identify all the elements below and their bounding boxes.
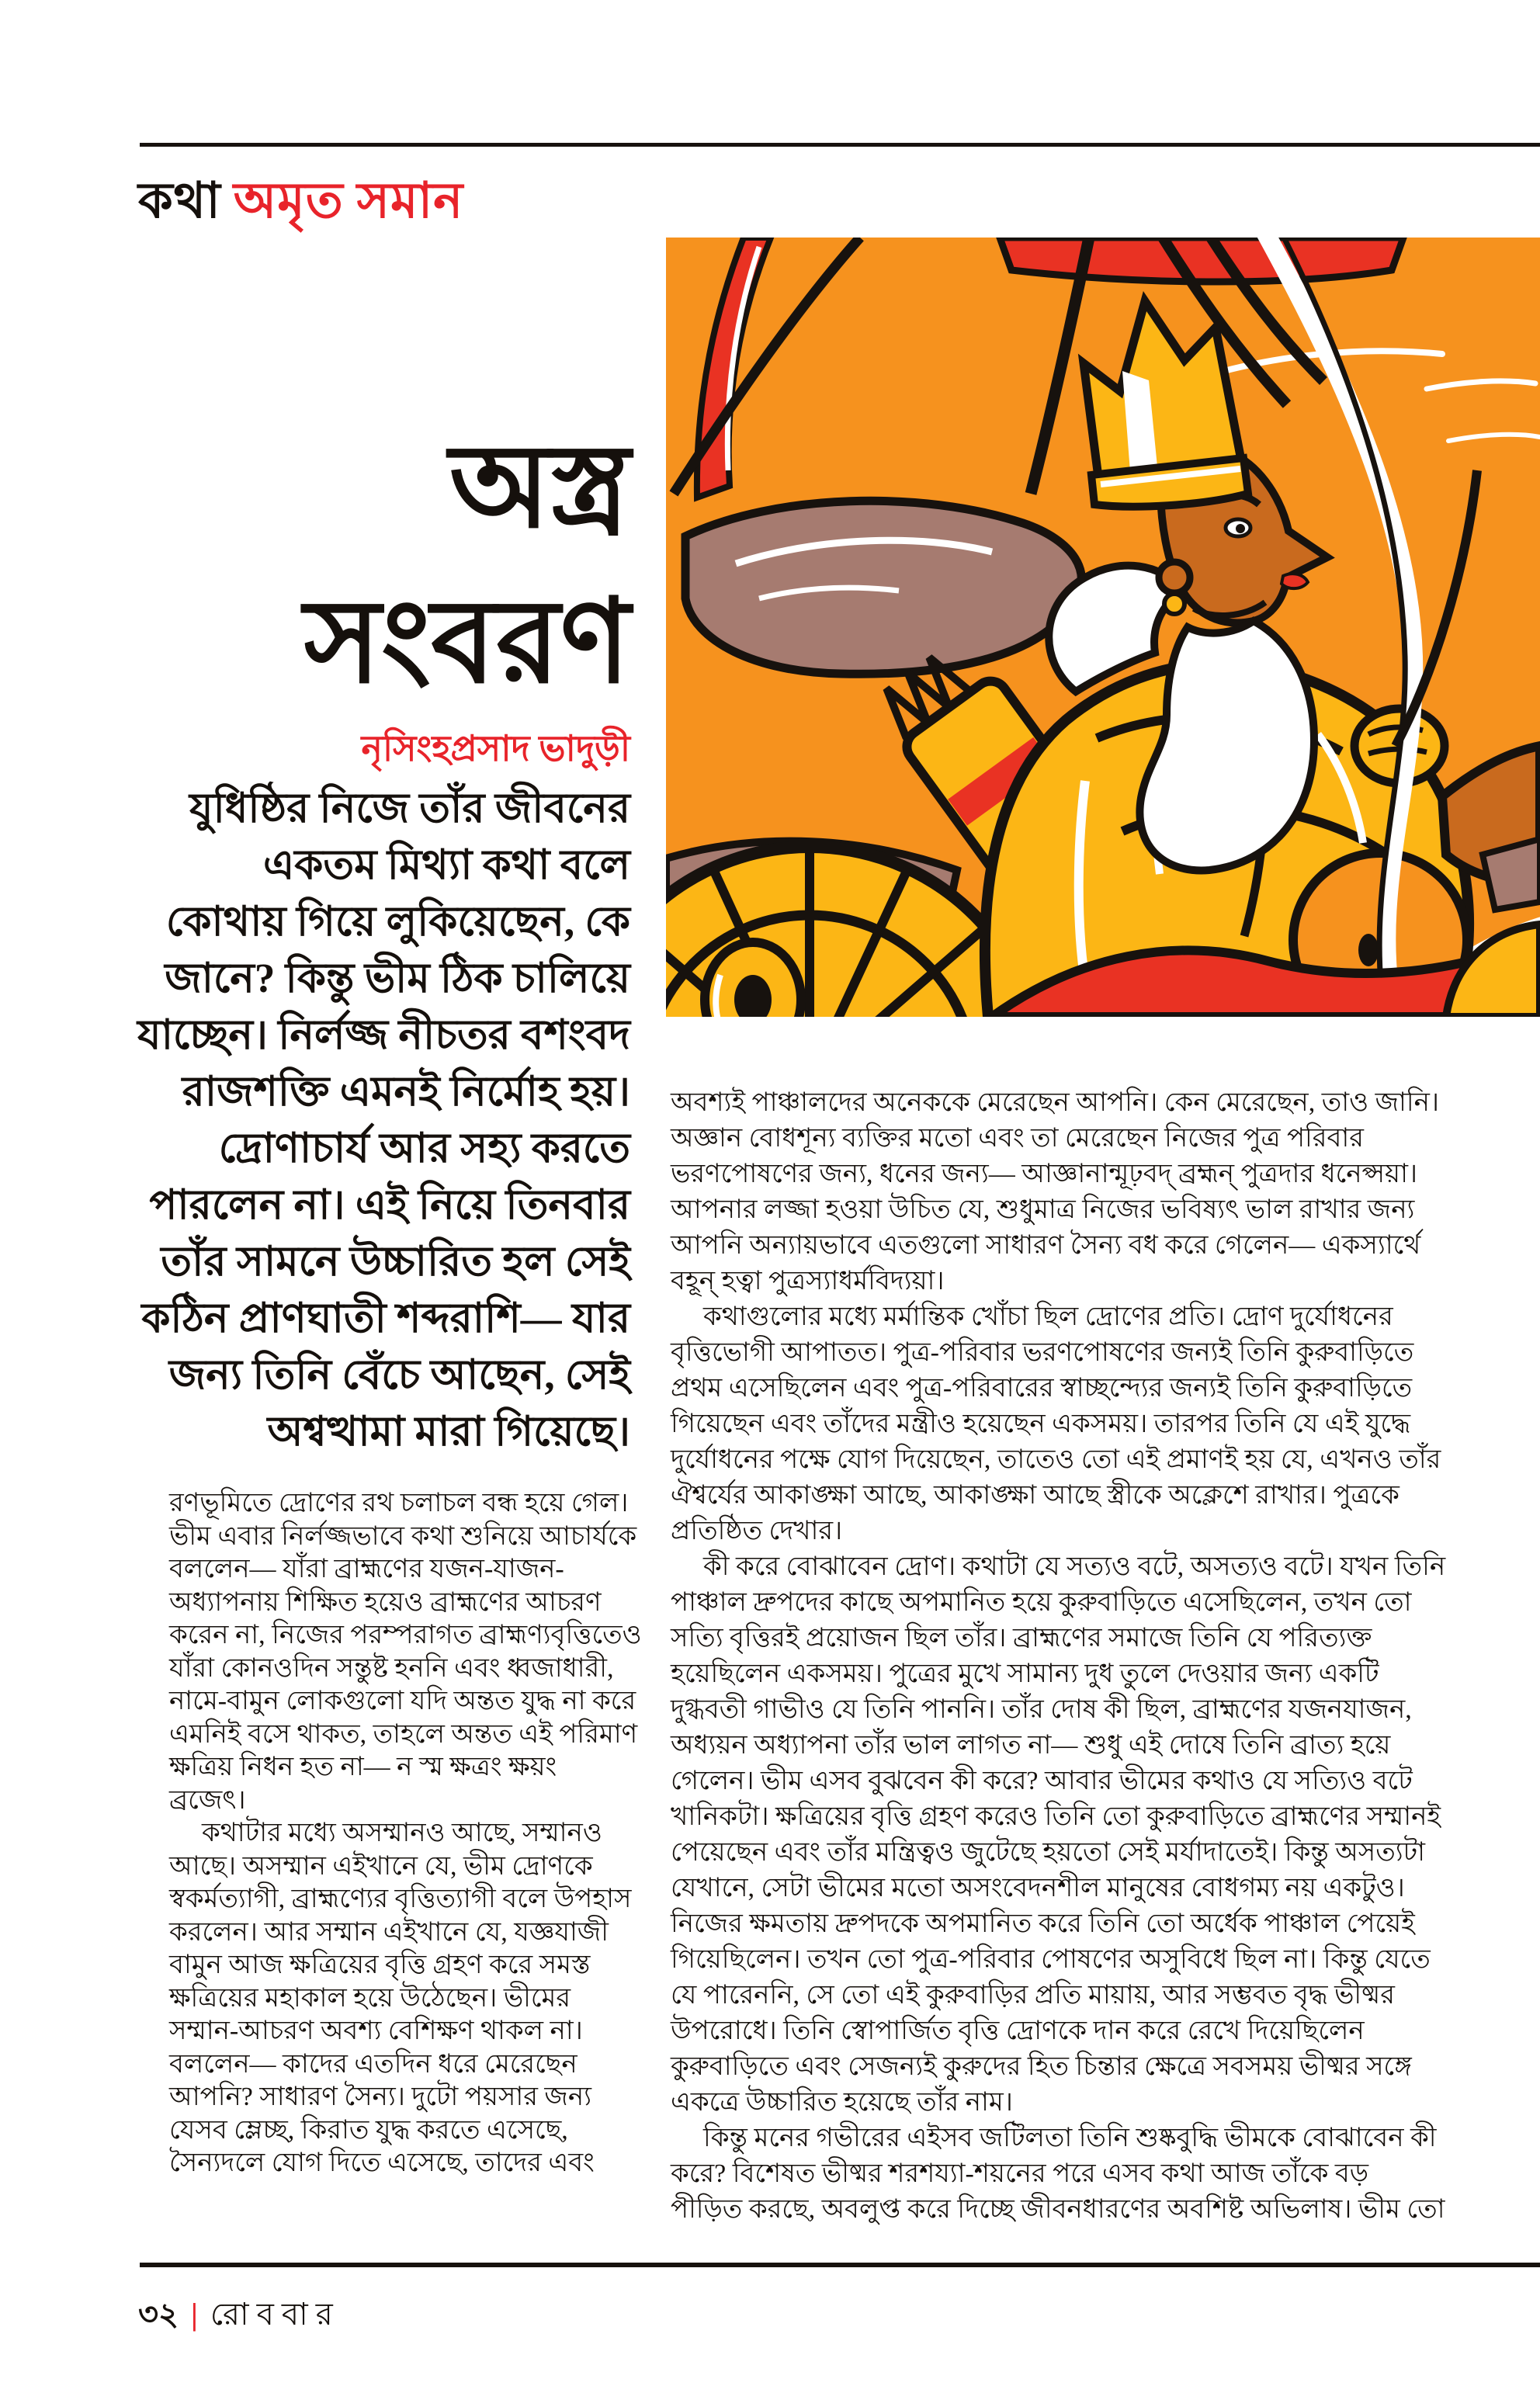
body-line: পেয়েছেন এবং তাঁর মন্ত্রিত্বও জুটেছে হয়তো সেই মর্যাদাতেই। কিন্তু অসত্যটা <box>671 1838 1425 1867</box>
lede-line: যাচ্ছেন। নির্লজ্জ নীচতর বশংবদ <box>137 1013 630 1058</box>
body-line: বৃত্তিভোগী আপাতত। পুত্র-পরিবার ভরণপোষণের জন্যই তিনি কুরুবাড়িতে <box>671 1338 1414 1367</box>
section-header <box>138 163 463 246</box>
body-line: সত্যি বৃত্তিরই প্রয়োজন ছিল তাঁর। ব্রাহ্মণের সমাজে তিনি যে পরিত্যক্ত <box>671 1624 1372 1653</box>
lede-line: পারলেন না। এই নিয়ে তিনবার <box>149 1183 630 1228</box>
body-line: প্রথম এসেছিলেন এবং পুত্র-পরিবারের স্বাচ্ছন্দ্যের জন্যই তিনি কুরুবাড়িতে <box>671 1374 1413 1403</box>
body-line: দুর্যোধনের পক্ষে যোগ দিয়েছেন, তাতেও তো এই প্রমাণই হয় যে, এখনও তাঁর <box>671 1445 1441 1474</box>
drona-chariot-illustration <box>666 238 1540 1017</box>
article-title-line-1: অস্ত্র <box>449 423 630 552</box>
lips <box>1282 574 1308 588</box>
body-line: কী করে বোঝাবেন দ্রোণ। কথাটা যে সত্যও বটে, অসত্যও বটে। যখন তিনি <box>703 1552 1446 1581</box>
footer-separator: | <box>191 2297 198 2332</box>
body-line: কথাগুলোর মধ্যে মর্মান্তিক খোঁচা ছিল দ্রোণের প্রতি। দ্রোণ দুর্যোধনের <box>703 1302 1393 1331</box>
body-line: দুগ্ধবতী গাভীও যে তিনি পাননি। তাঁর দোষ কী ছিল, ব্রাহ্মণের যজনযাজন, <box>671 1695 1412 1724</box>
body-line: খানিকটা। ক্ষত্রিয়ের বৃত্তি গ্রহণ করেও তিনি তো কুরুবাড়িতে ব্রাহ্মণের সম্মানই <box>671 1802 1441 1831</box>
ear <box>1159 562 1190 593</box>
lede-line: অশ্বত্থামা মারা গিয়েছে। <box>267 1410 630 1455</box>
magazine-name: রোববার <box>210 2297 341 2332</box>
body-line: নিজের ক্ষমতায় দ্রুপদকে অপমানিত করে তিনি তো অর্ধেক পাঞ্চাল পেয়েই <box>671 1909 1415 1938</box>
mauve-strip <box>1483 839 1540 910</box>
body-line: পীড়িত করছে, অবলুপ্ত করে দিচ্ছে জীবনধারণের অবশিষ্ট অভিলাষ। ভীম তো <box>671 2195 1445 2224</box>
body-line: ব্রজেৎ। <box>169 1785 246 1815</box>
lede-line: দ্রোণাচার্য আর সহ্য করতে <box>218 1126 630 1171</box>
body-line: আছে। অসম্মান এইখানে যে, ভীম দ্রোণকে <box>169 1851 593 1881</box>
body-line: করেন না, নিজের পরম্পরাগত ব্রাহ্মণ্যবৃত্তিতেও <box>169 1621 642 1649</box>
lede-line: জন্য তিনি বেঁচে আছেন, সেই <box>168 1353 630 1398</box>
body-line: কুরুবাড়িতে এবং সেজন্যই কুরুদের হিত চিন্তার ক্ষেত্রে সবসময় ভীষ্মর সঙ্গে <box>671 2052 1412 2081</box>
body-line: গিয়েছেন এবং তাঁদের মন্ত্রীও হয়েছেন একসময়। তারপর তিনি যে এই যুদ্ধে <box>671 1410 1411 1438</box>
body-line: গিয়েছিলেন। তখন তো পুত্র-পরিবার পোষণের অসুবিধে ছিল না। কিন্তু যেতে <box>671 1945 1431 1974</box>
body-line: ভীম এবার নির্লজ্জভাবে কথা শুনিয়ে আচার্যকে <box>169 1521 637 1551</box>
header-rule <box>140 143 1540 147</box>
title-block <box>85 410 630 778</box>
body-column-right <box>671 1085 1459 2228</box>
body-line: ক্ষত্রিয়ের মহাকাল হয়ে উঠেছেন। ভীমের <box>169 1983 571 2013</box>
body-line: এমনিই বসে থাকত, তাহলে অন্তত এই পরিমাণ <box>169 1719 638 1749</box>
footer-rule <box>140 2263 1540 2267</box>
lede-line: একতম মিথ্যা কথা বলে <box>262 843 630 888</box>
body-line: করলেন। আর সম্মান এইখানে যে, যজ্ঞযাজী <box>169 1917 609 1947</box>
body-line: কিন্তু মনের গভীরের এইসব জটিলতা তিনি শুষ্কবুদ্ধি ভীমকে বোঝাবেন কী <box>703 2124 1437 2152</box>
body-line: উপরোধে। তিনি স্বোপার্জিত বৃত্তি দ্রোণকে দান করে রেখে দিয়েছিলেন <box>671 2017 1365 2045</box>
body-line: অবশ্যই পাঞ্চালদের অনেককে মেরেছেন আপনি। কেন মেরেছেন, তাও জানি। <box>671 1088 1440 1117</box>
lede-line: তাঁর সামনে উচ্চারিত হল সেই <box>161 1240 630 1285</box>
body-line: ভরণপোষণের জন্য, ধনের জন্য— আজ্ঞানান্মূঢ়বদ্ ব্রহ্মন্ পুত্রদার ধনেপ্সয়া। <box>671 1160 1418 1188</box>
body-line: ক্ষত্রিয় নিধন হত না— ন স্ম ক্ষত্রং ক্ষয়ং <box>169 1753 557 1781</box>
body-line: অজ্ঞান বোধশূন্য ব্যক্তির মতো এবং তা মেরেছেন নিজের পুত্র পরিবার <box>671 1124 1364 1153</box>
body-line: হয়েছিলেন একসময়। পুত্রের মুখে সামান্য দুধ তুলে দেওয়ার জন্য একটি <box>671 1659 1379 1688</box>
lede-line: যুধিষ্ঠির নিজে তাঁর জীবনের <box>189 786 630 831</box>
body-line: স্বকর্মত্যাগী, ব্রাহ্মণ্যের বৃত্তিত্যাগী বলে উপহাস <box>169 1885 632 1913</box>
lede-line: কোথায় গিয়ে লুকিয়েছেন, কে <box>165 900 630 945</box>
flag-banner <box>1000 238 1403 282</box>
section-header-red: অমৃত সমান <box>233 173 464 228</box>
body-line: বহূন্ হত্বা পুত্রস্যাধর্মবিদ্যয়া। <box>671 1267 945 1295</box>
body-line: করে? বিশেষত ভীষ্মর শরশয্যা-শয়নের পরে এসব কথা আজ তাঁকে বড় <box>671 2159 1369 2188</box>
body-line: গেলেন। ভীম এসব বুঝবেন কী করে? আবার ভীমের কথাও যে সত্যিও বটে <box>671 1767 1413 1795</box>
body-line: অধ্যয়ন অধ্যাপনা তাঁর ভাল লাগত না— শুধু এই দোষে তিনি ব্রাত্য হয়ে <box>671 1731 1391 1760</box>
lede-paragraph <box>78 781 630 1461</box>
body-line: ঐশ্বর্যের আকাঙ্ক্ষা আছে, আকাঙ্ক্ষা আছে স্ত্রীকে অক্লেশে রাখার। পুত্রকে <box>671 1481 1400 1510</box>
section-header-black: কথা <box>138 173 221 228</box>
body-line: সৈন্যদলে যোগ দিতে এসেছে, তাদের এবং <box>169 2148 595 2177</box>
body-line: আপনি? সাধারণ সৈন্য। দুটো পয়সার জন্য <box>169 2083 591 2111</box>
earring <box>1164 594 1184 614</box>
body-line: সম্মান-আচরণ অবশ্য বেশিক্ষণ থাকল না। <box>169 2017 583 2045</box>
page-footer <box>138 2290 341 2342</box>
body-line: রণভূমিতে দ্রোণের রথ চলাচল বন্ধ হয়ে গেল। <box>169 1489 629 1517</box>
body-line: পাঞ্চাল দ্রুপদের কাছে অপমানিত হয়ে কুরুবাড়িতে এসেছিলেন, তখন তো <box>671 1588 1412 1617</box>
body-line: যেসব ম্লেচ্ছ, কিরাত যুদ্ধ করতে এসেছে, <box>169 2115 568 2145</box>
lede-line: কঠিন প্রাণঘাতী শব্দরাশি— যার <box>141 1296 630 1341</box>
author-byline: নৃসিংহপ্রসাদ ভাদুড়ী <box>361 729 630 768</box>
body-line: যে পারেননি, সে তো এই কুরুবাড়ির প্রতি মায়ায়, আর সম্ভবত বৃদ্ধ ভীষ্মর <box>671 1981 1395 2010</box>
body-line: যেখানে, সেটা ভীমের মতো অসংবেদনশীল মানুষের বোধগম্য নয় একটুও। <box>671 1874 1405 1902</box>
page-number: ৩২ <box>138 2297 179 2332</box>
lede-line: জানে? কিন্তু ভীম ঠিক চালিয়ে <box>165 956 630 1001</box>
body-line: বললেন— কাদের এতদিন ধরে মেরেছেন <box>169 2049 578 2079</box>
body-line: আপনি অন্যায়ভাবে এতগুলো সাধারণ সৈন্য বধ করে গেলেন— একস্যার্থে <box>671 1231 1421 1260</box>
body-line: নামে-বামুন লোকগুলো যদি অন্তত যুদ্ধ না করে <box>169 1687 636 1715</box>
lede-line: রাজশক্তি এমনই নির্মোহ হয়। <box>182 1070 630 1115</box>
body-line: বললেন— যাঁরা ব্রাহ্মণের যজন-যাজন- <box>169 1555 564 1583</box>
body-line: যাঁরা কোনওদিন সন্তুষ্ট হননি এবং ধ্বজাধারী, <box>169 1653 614 1683</box>
body-line: অধ্যাপনায় শিক্ষিত হয়েও ব্রাহ্মণের আচরণ <box>169 1587 602 1617</box>
body-line: কথাটার মধ্যে অসম্মানও আছে, সম্মানও <box>202 1819 602 1847</box>
body-line: একত্রে উচ্চারিত হয়েছে তাঁর নাম। <box>671 2088 1013 2117</box>
body-line: আপনার লজ্জা হওয়া উচিত যে, শুধুমাত্র নিজের ভবিষ্যৎ ভাল রাখার জন্য <box>671 1195 1415 1224</box>
body-line: বামুন আজ ক্ষত্রিয়ের বৃত্তি গ্রহণ করে সমস্ত <box>169 1951 591 1979</box>
body-line: প্রতিষ্ঠিত দেখার। <box>671 1517 843 1545</box>
body-column-left <box>169 1487 642 2180</box>
article-title-line-2: সংবরণ <box>303 578 630 707</box>
